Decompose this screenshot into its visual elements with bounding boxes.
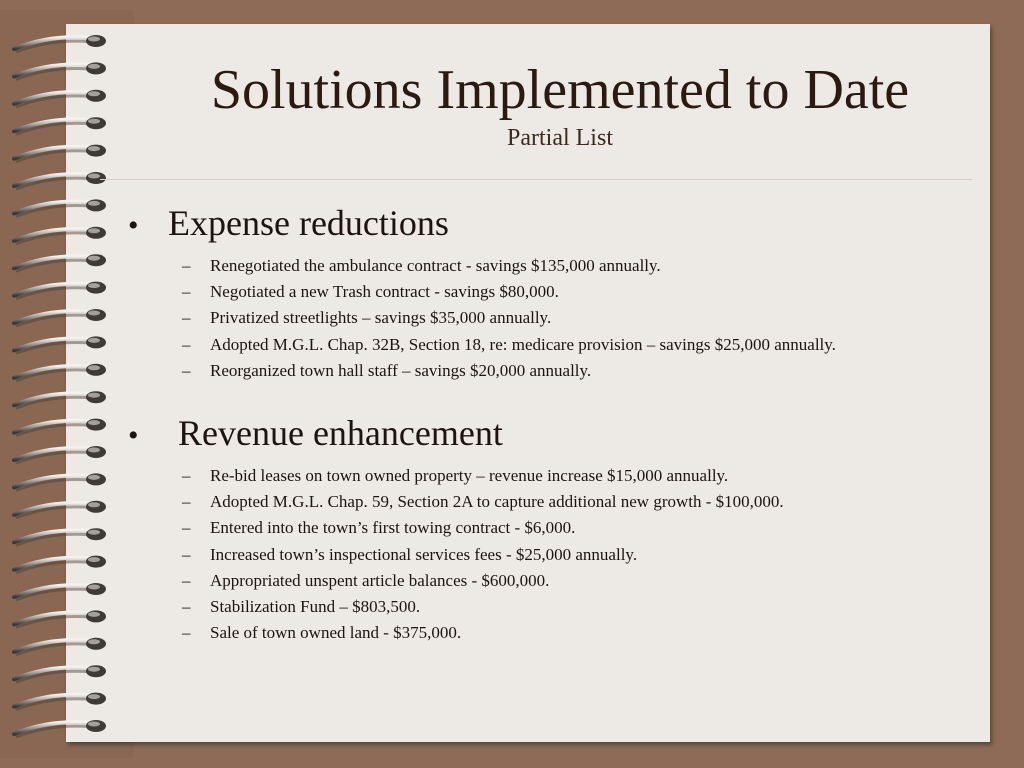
spiral-ring-icon [14, 227, 106, 244]
spiral-ring-icon [14, 720, 106, 737]
list-item-text: Adopted M.G.L. Chap. 59, Section 2A to capture additional new growth - $100,000. [210, 492, 784, 512]
list-item [128, 542, 988, 568]
dash-icon: – [182, 623, 191, 643]
dash-icon: – [182, 597, 191, 617]
section-revenue-enhancement [128, 408, 988, 646]
spiral-ring-icon [14, 556, 106, 573]
slide-subtitle: Partial List [507, 125, 613, 151]
list-item [128, 253, 988, 279]
spiral-ring-icon [14, 282, 106, 299]
spiral-ring-icon [14, 35, 106, 52]
list-item [128, 594, 988, 620]
spiral-ring-icon [14, 665, 106, 682]
spiral-ring-icon [14, 172, 106, 189]
list-item [128, 332, 988, 358]
list-item [128, 620, 988, 646]
spiral-ring-icon [14, 610, 106, 627]
list-item [128, 305, 988, 331]
list-item-text: Renegotiated the ambulance contract - savings $135,000 annually. [210, 256, 661, 275]
section-heading-text: Expense reductions [168, 203, 449, 243]
dash-icon: – [182, 492, 191, 512]
section-expense-reductions [128, 198, 988, 384]
dash-icon: – [182, 518, 191, 538]
spiral-ring-icon [14, 391, 106, 408]
spiral-ring-icon [14, 528, 106, 545]
title-area [96, 58, 1024, 152]
section-heading [128, 408, 988, 461]
spiral-ring-icon [14, 62, 106, 79]
list-item [128, 463, 988, 489]
list-item [128, 515, 988, 541]
dash-icon: – [182, 334, 191, 354]
list-item [128, 489, 988, 515]
bullet-icon: • [128, 209, 139, 242]
list-item [128, 568, 988, 594]
list-item [128, 279, 988, 305]
spiral-ring-icon [14, 117, 106, 134]
spiral-ring-icon [14, 254, 106, 271]
dash-icon: – [182, 308, 191, 328]
spiral-ring-icon [14, 90, 106, 107]
list-item-text: Entered into the town’s first towing contract - $6,000. [210, 518, 576, 538]
section-heading-text: Revenue enhancement [178, 413, 503, 454]
list-item-text: Privatized streetlights – savings $35,000 annually. [210, 308, 552, 328]
spiral-ring-icon [14, 473, 106, 490]
list-item-text: Negotiated a new Trash contract - savings $80,000. [210, 282, 559, 302]
list-item [128, 358, 988, 384]
dash-icon: – [182, 256, 191, 275]
list-item-text: Appropriated unspent article balances - $600,000. [210, 570, 550, 590]
section-heading [128, 198, 988, 251]
dash-icon: – [182, 544, 191, 564]
spiral-ring-icon [14, 693, 106, 710]
dash-icon: – [182, 570, 191, 590]
spiral-ring-icon [14, 501, 106, 518]
bullet-icon: • [128, 419, 139, 453]
list-item-text: Reorganized town hall staff – savings $20,000 annually. [210, 360, 592, 380]
expense-items-list [128, 253, 988, 384]
list-item-text: Sale of town owned land - $375,000. [210, 623, 462, 643]
spiral-ring-icon [14, 638, 106, 655]
spiral-ring-icon [14, 199, 106, 216]
slide-title: Solutions Implemented to Date [210, 59, 910, 121]
dash-icon: – [182, 466, 191, 486]
list-item-text: Increased town’s inspectional services fees - $25,000 annually. [210, 544, 638, 564]
spiral-ring-icon [14, 419, 106, 436]
spiral-ring-icon [14, 336, 106, 353]
list-item-text: Re-bid leases on town owned property – revenue increase $15,000 annually. [210, 466, 729, 486]
spiral-ring-icon [14, 583, 106, 600]
list-item-text: Stabilization Fund – $803,500. [210, 597, 421, 617]
dash-icon: – [182, 282, 191, 302]
spiral-ring-icon [14, 364, 106, 381]
revenue-items-list [128, 463, 988, 646]
spiral-ring-icon [14, 145, 106, 162]
slide-content [128, 198, 988, 646]
spiral-ring-icon [14, 309, 106, 326]
dash-icon: – [182, 360, 191, 380]
title-divider [100, 179, 972, 180]
list-item-text: Adopted M.G.L. Chap. 32B, Section 18, re: medicare provision – savings $25,000 annually. [210, 334, 836, 354]
spiral-ring-icon [14, 446, 106, 463]
